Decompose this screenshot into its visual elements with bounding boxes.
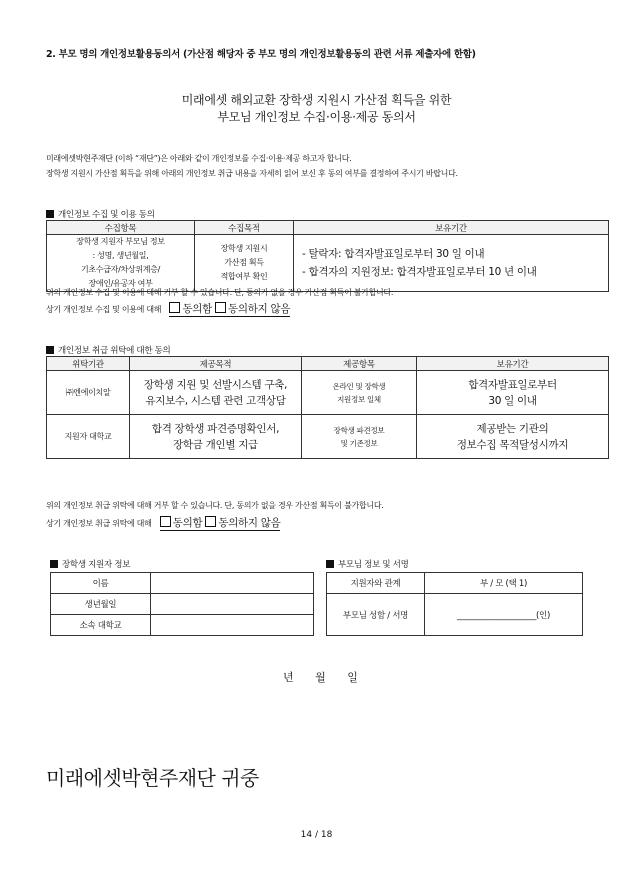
agree-checkbox[interactable] [160,516,171,527]
parent-title-text: 부모님 정보 및 서명 [338,560,409,570]
collection-table [46,220,609,292]
header-provision-items: 제공항목 [302,357,417,371]
purpose-line: 장학생 지원시 [220,244,268,253]
purpose-line: 적합여부 확인 [220,272,268,281]
intro-line2: 장학생 지원시 가산점 획득을 위해 아래의 개인정보 취급 내용을 자세히 읽어 보신 후 동의 여부를 결정하여 주시기 바랍니다. [46,169,458,178]
retention-line: - 합격자의 지원정보: 합격자발표일로부터 10 년 이내 [302,266,537,278]
relation-value[interactable]: 부 / 모 (택 1) [425,573,583,594]
parent-title [326,558,409,570]
trustee-cell: ㈜엔에이치알 [47,371,130,415]
intro-line1: 미래에셋박현주재단 (이하 “재단”)은 아래와 같이 개인정보를 수집·이용·제공 하고자 합니다. [46,154,352,163]
header-retention: 보유기간 [294,221,609,235]
section2-title [46,344,170,356]
square-bullet-icon [46,346,54,354]
retention-cell [294,235,609,292]
consent-prefix: 상기 개인정보 수집 및 이용에 대해 [46,305,162,314]
form-title-line2: 부모님 개인정보 수집·이용·제공 동의서 [217,110,416,124]
collection-item-line: 장애인/유공자 여부 [88,279,153,288]
retention-line: 30 일 이내 [488,394,537,407]
purpose-cell [130,371,302,415]
applicant-title-text: 장학생 지원자 정보 [62,560,131,570]
university-field[interactable] [151,615,314,636]
relation-label: 지원자와 관계 [327,573,425,594]
retention-line: 제공받는 기관의 [476,422,549,435]
section1-title [46,208,155,220]
header-trustee: 위탁기관 [47,357,130,371]
section1-title-text: 개인정보 수집 및 이용 동의 [58,210,155,220]
foundation-name: 미래에셋박현주재단 귀중 [46,766,259,790]
square-bullet-icon [46,210,54,218]
agree-label: 동의함 [182,303,212,315]
date-line: 년 월 일 [283,671,358,684]
section1-note: 위의 개인정보 수집 및 이용에 대해 거부 할 수 있습니다. 단, 동의가 없을 경우 가산점 획득이 불가합니다. [46,288,394,297]
purpose-cell [130,415,302,459]
retention-cell [417,371,609,415]
applicant-title [50,558,130,570]
section2-title-text: 개인정보 취급 위탁에 대한 동의 [58,346,171,356]
collection-items-cell [47,235,195,292]
consent-options [169,303,290,317]
purpose-line: 가산점 획득 [224,258,264,267]
purpose-line: 합격 장학생 파견증명확인서, [151,422,280,435]
consent-prefix: 상기 개인정보 취급 위탁에 대해 [46,519,152,528]
table-row [47,371,609,415]
disagree-checkbox[interactable] [205,516,216,527]
retention-line: 합격자발표일로부터 [468,378,557,391]
table-row [47,415,609,459]
section2-consent [46,515,280,530]
header-provision-purpose: 제공목적 [130,357,302,371]
university-label: 소속 대학교 [51,615,151,636]
header-collection-purpose: 수집목적 [195,221,294,235]
purpose-line: 장학생 지원 및 선발시스템 구축, [143,378,288,391]
items-line: 장학생 파견정보 [333,425,385,435]
disagree-label: 동의하지 않음 [228,303,291,315]
form-title-line1: 미래에셋 해외교환 장학생 지원시 가산점 획득을 위한 [181,93,452,107]
collection-purpose-cell [195,235,294,292]
entrustment-table [46,356,609,459]
sign-label: 부모님 성함 / 서명 [327,594,425,636]
section2-note: 위의 개인정보 취급 위탁에 대해 거부 할 수 있습니다. 단, 동의가 없을 경우 가산점 획득이 불가합니다. [46,501,384,510]
agree-checkbox[interactable] [169,302,180,313]
name-label: 이름 [51,573,151,594]
page-number: 14 / 18 [300,830,333,840]
collection-item-line: 장학생 지원자 부모님 정보 [76,237,165,246]
sign-field[interactable]: ____________________(인) [425,594,583,636]
items-line: 온라인 및 장학생 [332,381,386,391]
purpose-line: 유지보수, 시스템 관련 고객상담 [145,394,286,407]
disagree-label: 동의하지 않음 [218,517,281,529]
trustee-cell: 지원자 대학교 [47,415,130,459]
document-heading: 2. 부모 명의 개인정보활용동의서 (가산점 해당자 중 부모 명의 개인정보활용동의 관련 서류 제출자에 한함) [46,49,476,60]
section1-consent [46,301,290,316]
collection-item-line: : 성명, 생년월일, [92,251,149,260]
parent-table [326,572,583,636]
birthdate-label: 생년월일 [51,594,151,615]
header-collection-items: 수집항목 [47,221,195,235]
items-cell [302,415,417,459]
items-cell [302,371,417,415]
disagree-checkbox[interactable] [215,302,226,313]
purpose-line: 장학금 개인별 지급 [173,438,258,451]
retention-line: - 탈락자: 합격자발표일로부터 30 일 이내 [302,248,485,260]
header-retention: 보유기간 [417,357,609,371]
birthdate-field[interactable] [151,594,314,615]
retention-line: 정보수집 목적달성시까지 [456,438,569,451]
consent-options [160,517,281,531]
items-line: 지원정보 일체 [337,394,381,404]
items-line: 및 기존정보 [340,438,378,448]
square-bullet-icon [326,560,334,568]
retention-cell [417,415,609,459]
square-bullet-icon [50,560,58,568]
applicant-table [50,572,314,636]
agree-label: 동의함 [172,517,203,529]
name-field[interactable] [151,573,314,594]
collection-item-line: 기초수급자/차상위계층/ [80,265,161,274]
